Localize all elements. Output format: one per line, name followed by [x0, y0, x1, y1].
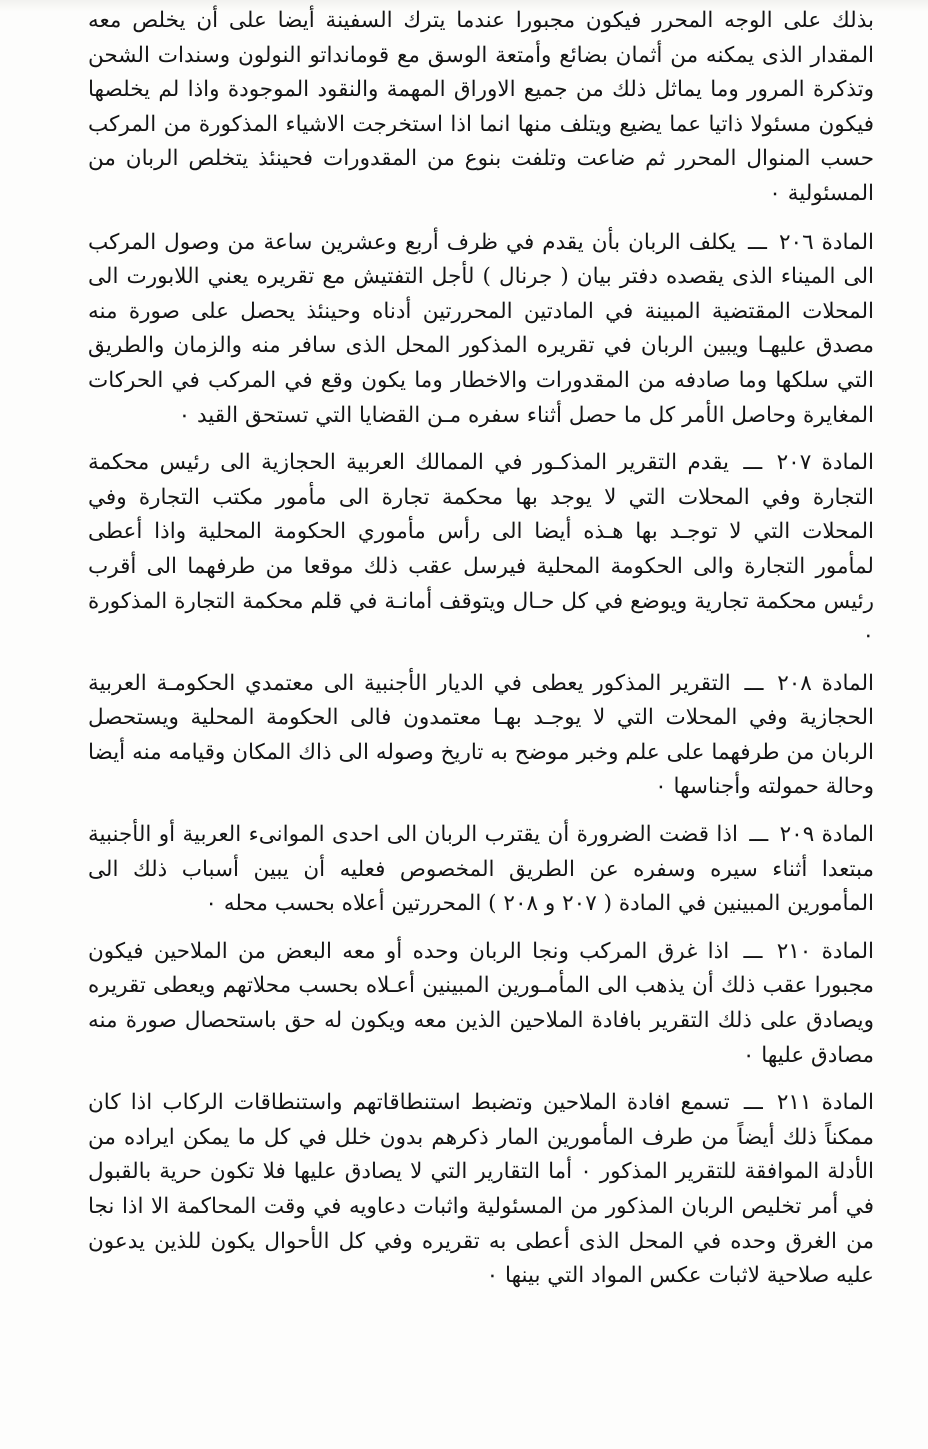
article-label: المادة ٢٠٩ [779, 822, 874, 848]
article-text: التقرير المذكور يعطى في الديار الأجنبية الى معتمدي الحكومـة العربية الحجازية وفي المحلات التي لا يوجـد بهـا معتمدون فالى الحكومة المحلية ويستحصل الربان من طرفهما على علم وخبر موضح به تاريخ وصوله الى ذاك المكان وقيامه منه أيضا وحالة حمولته وأجناسها ٠ [88, 670, 874, 800]
article-text: اذا غرق المركب ونجا الربان وحده أو معه البعض من الملاحين فيكون مجبورا عقب ذلك أن يذهب الى المأمـورين المبينين أعـلاه بحسب محلاتهم ويعطى تقريره ويصادق على ذلك التقرير بافادة الملاحين الذين معه ويكون له حق باستحصال صورة منه مصادق عليها ٠ [88, 938, 874, 1068]
article-label: المادة ٢١٠ [776, 938, 874, 964]
article-208 [88, 667, 874, 805]
article-207 [88, 446, 874, 654]
article-dash: ـــ [749, 822, 769, 848]
article-dash: ـــ [744, 670, 764, 696]
article-dash: ـــ [748, 229, 767, 255]
article-text: تسمع افادة الملاحين وتضبط استنطاقاتهم واستنطاقات الركاب اذا كان ممكناً ذلك أيضاً من طرف المأمورين المار ذكرهم بدون خلل في كل ما يمكن ايراده من الأدلة الموافقة للتقرير المذكور ٠ أما التقارير التي لا يصادق عليها فلا تكون حرية بالقبول في أمر تخليص الربان المذكور من المسئولية واثبات دعاويه في وقت المحاكمة الا اذا نجا من الغرق وحده في المحل الذى أعطى به تقريره وفي كل الأحوال يكون للذين يدعون عليه صلاحية لاثبات عكس المواد التي بينها ٠ [88, 1090, 874, 1289]
article-dash: ـــ [743, 938, 763, 964]
article-label: المادة ٢٠٦ [778, 229, 874, 255]
article-label: المادة ٢٠٧ [776, 450, 875, 476]
article-label: المادة ٢٠٨ [777, 670, 874, 696]
article-label: المادة ٢١١ [776, 1090, 874, 1116]
article-210 [88, 935, 874, 1073]
article-text: يقدم التقرير المذكـور في الممالك العربية الحجازية الى رئيس محكمة التجارة وفي المحلات التي لا يوجد بها محكمة تجارة الى مأمور مكتب التجارة وفي المحلات التي لا توجـد بها هـذه أيضا الى رأس مأموري الحكومة المحلية واذا أعطى لمأمور التجارة والى الحكومة المحلية فيرسل عقب ذلك موقعا من طرفهما الى أقرب رئيس محكمة تجارية ويوضع في كل حـال ويتوقف أمانـة في قلم محكمة التجارة المذكورة ٠ [88, 450, 874, 649]
document-body [88, 4, 874, 1307]
article-dash: ـــ [743, 450, 763, 476]
article-209 [88, 818, 874, 922]
intro-paragraph: بذلك على الوجه المحرر فيكون مجبورا عندما يترك السفينة أيضا على أن يخلص معه المقدار الذى يمكنه من أثمان بضائع وأمتعة الوسق مع قومانداتو النولون وسندات الشحن وتذكرة المرور وما يماثل ذلك من جميع الاوراق المهمة والنقود الموجودة واذا لم يخلصها فيكون مسئولا ذاتيا عما يضيع ويتلف منها انما اذا استخرجت الاشياء المذكورة من المركب حسب المنوال المحرر ثم ضاعت وتلفت بنوع من المقدورات فحينئذ يتخلص الربان من المسئولية ٠ [88, 8, 874, 206]
article-text: يكلف الربان بأن يقدم في ظرف أربع وعشرين ساعة من وصول المركب الى الميناء الذى يقصده دفتر بيان ( جرنال ) لأجل التفتيش مع تقريره يعني اللابورت الى المحلات المقتضية المبينة في المادتين المحررتين أدناه وحينئذ يحصل على صورة منه مصدق عليهـا ويبين الربان في تقريره المذكور المحل الذى سافر منه والزمان والطريق التي سلكها وما صادفه من المقدورات والاخطار وما يكون وقع في المركب في الحركات المغايرة وحاصل الأمر كل ما حصل أثناء سفره مـن القضايا التي تستحق القيد ٠ [88, 229, 874, 428]
article-206 [88, 226, 874, 434]
article-dash: ـــ [743, 1090, 763, 1116]
article-211 [88, 1086, 874, 1294]
article-text: اذا قضت الضرورة أن يقترب الربان الى احدى الموانىء العربية أو الأجنبية مبتعدا أثناء سيره وسفره عن الطريق المخصوص فعليه أن يبين أسباب ذلك الى المأمورين المبينين في المادة ( ٢٠٧ و ٢٠٨ ) المحررتين أعلاه بحسب محله ٠ [88, 822, 874, 917]
